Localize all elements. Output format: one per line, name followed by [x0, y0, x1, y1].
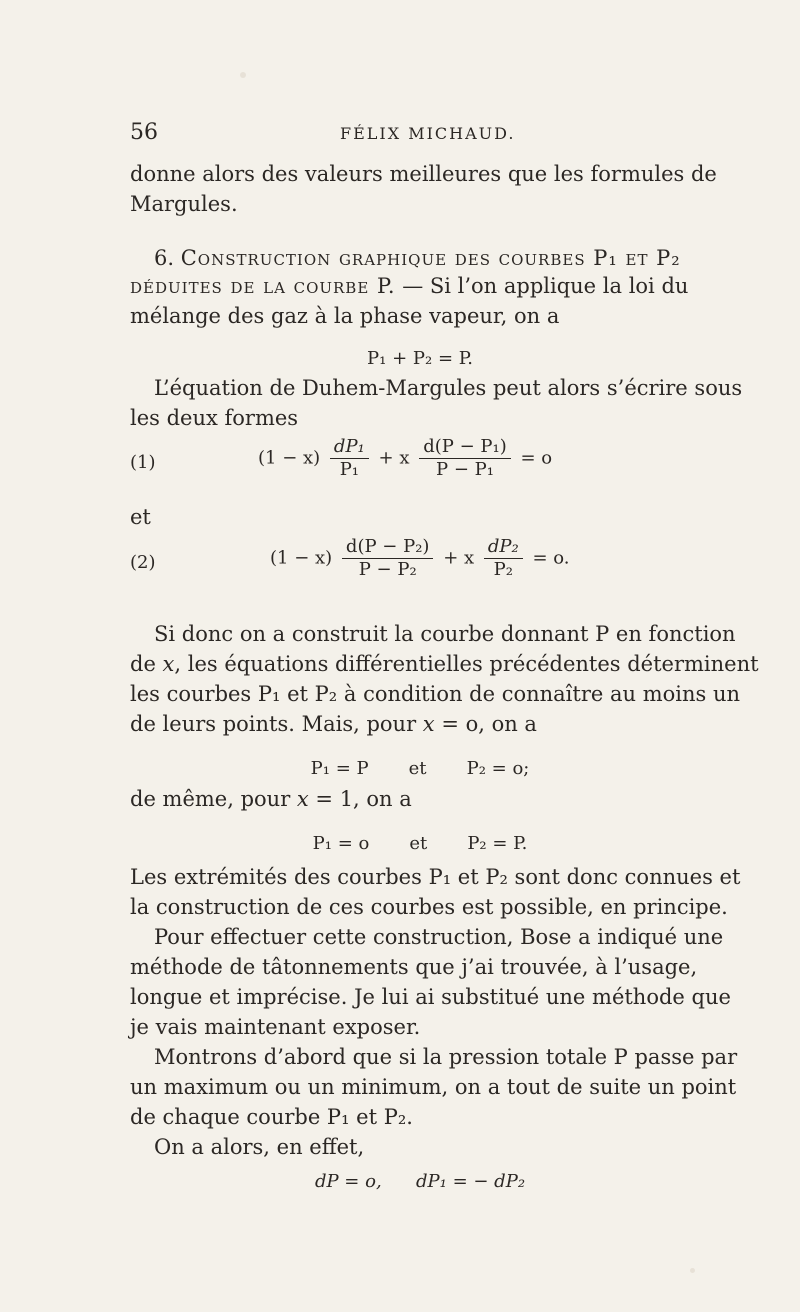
text-span: de même, pour — [130, 787, 297, 811]
text-line: On a alors, en effet, — [154, 1135, 365, 1159]
fraction-numerator: dP₁ — [330, 436, 369, 459]
section-number: 6. — [154, 246, 175, 270]
text-line: la construction de ces courbes est possible, en principe. — [130, 895, 728, 919]
eq-lead: (1 − x) — [258, 447, 321, 469]
fraction-denominator: P₁ — [339, 459, 360, 480]
equation-sum: P₁ + P₂ = P. — [367, 348, 473, 369]
equation-label: (2) — [130, 552, 156, 573]
text-line: Si donc on a construit la courbe donnant P en fonction — [154, 622, 736, 646]
math-var: x — [162, 652, 175, 676]
fraction — [330, 436, 369, 481]
text-span: = o, on a — [434, 712, 537, 736]
fraction-denominator: P − P₁ — [436, 459, 494, 480]
equation-extremum: dP = o, dP₁ = − dP₂ — [314, 1171, 526, 1192]
text-line: Les extrémités des courbes P₁ et P₂ sont donc connues et — [130, 865, 741, 889]
math-var: x — [296, 787, 309, 811]
text-line — [130, 650, 759, 678]
fraction-denominator: P₂ — [493, 559, 513, 580]
text-span: = 1, on a — [308, 787, 412, 811]
text-span: de — [130, 652, 163, 676]
fraction-denominator: P − P₂ — [358, 559, 417, 580]
section-heading-cont — [130, 272, 710, 300]
section-title-cont: déduites de la courbe P. — [130, 274, 396, 298]
text-line: je vais maintenant exposer. — [130, 1015, 421, 1039]
text-span: de leurs points. Mais, pour — [130, 712, 423, 736]
equation-label: (1) — [130, 452, 156, 473]
text-line: de chaque courbe P₁ et P₂. — [130, 1105, 413, 1129]
eq-plus-term: + x — [378, 447, 410, 469]
equation-1 — [258, 436, 552, 481]
section-heading — [154, 244, 710, 272]
equation-endpoints-0: P₁ = P et P₂ = o; — [310, 758, 530, 779]
text-line — [130, 710, 710, 738]
eq-rhs: = o. — [532, 547, 570, 569]
fraction-numerator: d(P − P₁) — [419, 436, 511, 459]
fraction-numerator: dP₂ — [484, 536, 523, 559]
text-line: les deux formes — [130, 406, 299, 430]
text-line: méthode de tâtonnements que j’ai trouvée, à l’usage, — [130, 955, 698, 979]
text-line — [130, 785, 710, 813]
paper-stain — [240, 72, 246, 78]
fraction — [484, 536, 523, 581]
text-line: L’équation de Duhem-Margules peut alors s’écrire sous — [154, 376, 743, 400]
text-line: Margules. — [130, 192, 238, 216]
text-line: donne alors des valeurs meilleures que les formules de — [130, 162, 717, 186]
text-line: mélange des gaz à la phase vapeur, on a — [130, 304, 560, 328]
equation-2 — [270, 536, 570, 581]
math-var: x — [422, 712, 435, 736]
equation-endpoints-1: P₁ = o et P₂ = P. — [312, 833, 528, 854]
fraction — [419, 436, 511, 481]
eq-lead: (1 − x) — [270, 547, 333, 569]
paper-stain — [690, 1268, 695, 1273]
text-line: Montrons d’abord que si la pression totale P passe par — [154, 1045, 738, 1069]
running-head: FÉLIX MICHAUD. — [340, 124, 516, 143]
page-header — [130, 120, 710, 150]
fraction — [342, 536, 434, 581]
text-line: un maximum ou un minimum, on a tout de suite un point — [130, 1075, 737, 1099]
text-line: les courbes P₁ et P₂ à condition de connaître au moins un — [130, 682, 740, 706]
eq-rhs: = o — [520, 447, 553, 469]
text-line: et — [130, 505, 151, 529]
page-number: 56 — [130, 120, 158, 145]
eq-plus-term: + x — [443, 547, 475, 569]
text-span: — Si l’on applique la loi du — [395, 274, 689, 298]
section-title: Construction graphique des courbes P₁ et P₂ — [180, 246, 681, 270]
text-line: Pour effectuer cette construction, Bose a indiqué une — [154, 925, 724, 949]
text-line: longue et imprécise. Je lui ai substitué une méthode que — [130, 985, 731, 1009]
text-span: , les équations différentielles précédentes déterminent — [174, 652, 759, 676]
fraction-numerator: d(P − P₂) — [342, 536, 434, 559]
